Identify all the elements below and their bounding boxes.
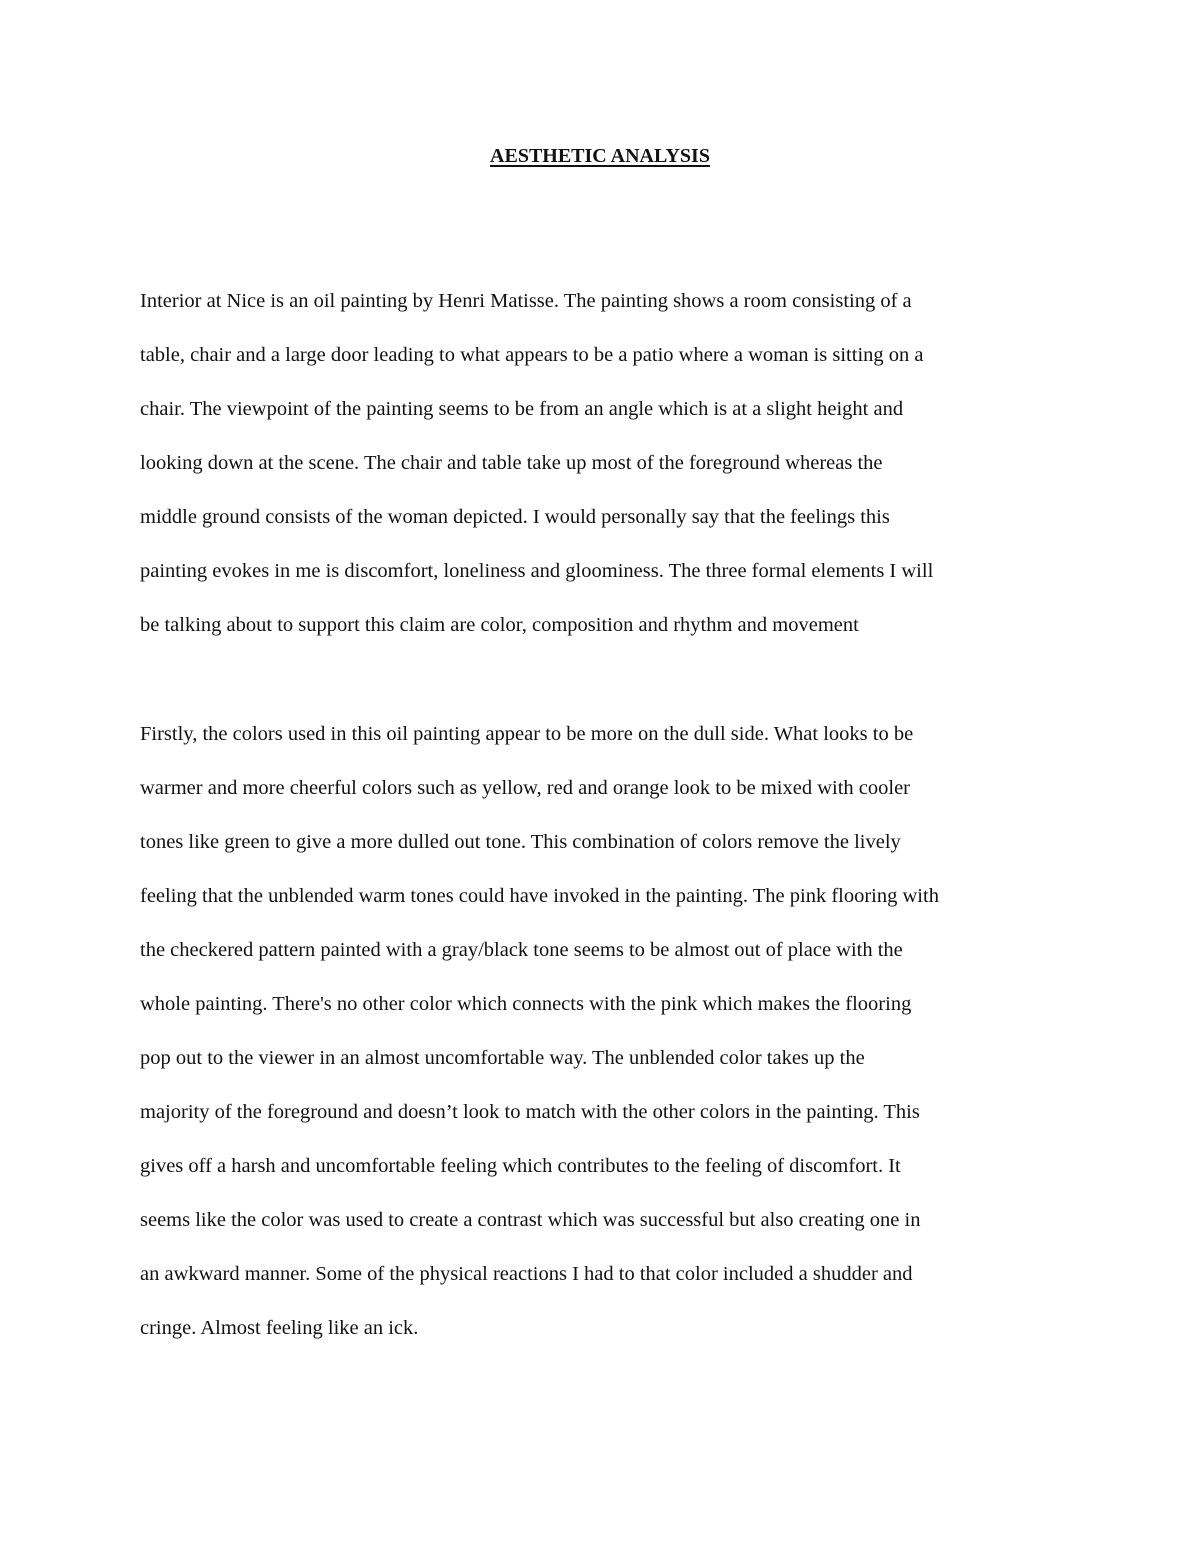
text-line: the checkered pattern painted with a gray/black tone seems to be almost out of place with the	[140, 939, 903, 961]
paragraph	[140, 274, 933, 652]
text-line: warmer and more cheerful colors such as yellow, red and orange look to be mixed with cooler	[140, 777, 911, 799]
text-line: feeling that the unblended warm tones could have invoked in the painting. The pink flooring with	[140, 885, 939, 907]
document-title: AESTHETIC ANALYSIS	[490, 145, 710, 167]
text-line: Interior at Nice is an oil painting by Henri Matisse. The painting shows a room consisting of a	[140, 290, 912, 312]
text-line: majority of the foreground and doesn’t look to match with the other colors in the painting. This	[140, 1101, 920, 1123]
text-line: seems like the color was used to create a contrast which was successful but also creating one in	[140, 1209, 921, 1231]
text-line: chair. The viewpoint of the painting seems to be from an angle which is at a slight height and	[140, 398, 904, 420]
text-line: whole painting. There's no other color which connects with the pink which makes the flooring	[140, 993, 912, 1015]
text-line: painting evokes in me is discomfort, loneliness and gloominess. The three formal elements I will	[140, 560, 934, 582]
text-line: tones like green to give a more dulled out tone. This combination of colors remove the lively	[140, 831, 901, 853]
text-line: an awkward manner. Some of the physical reactions I had to that color included a shudder and	[140, 1263, 913, 1285]
text-line: be talking about to support this claim are color, composition and rhythm and movement	[140, 614, 859, 636]
paragraph	[140, 707, 939, 1355]
text-line: middle ground consists of the woman depicted. I would personally say that the feelings this	[140, 506, 890, 528]
text-line: gives off a harsh and uncomfortable feeling which contributes to the feeling of discomfort. It	[140, 1155, 901, 1177]
text-line: cringe. Almost feeling like an ick.	[140, 1317, 419, 1339]
text-line: looking down at the scene. The chair and table take up most of the foreground whereas the	[140, 452, 883, 474]
text-line: table, chair and a large door leading to what appears to be a patio where a woman is sitting on a	[140, 344, 924, 366]
text-line: pop out to the viewer in an almost uncomfortable way. The unblended color takes up the	[140, 1047, 865, 1069]
text-line: Firstly, the colors used in this oil painting appear to be more on the dull side. What looks to be	[140, 723, 914, 745]
